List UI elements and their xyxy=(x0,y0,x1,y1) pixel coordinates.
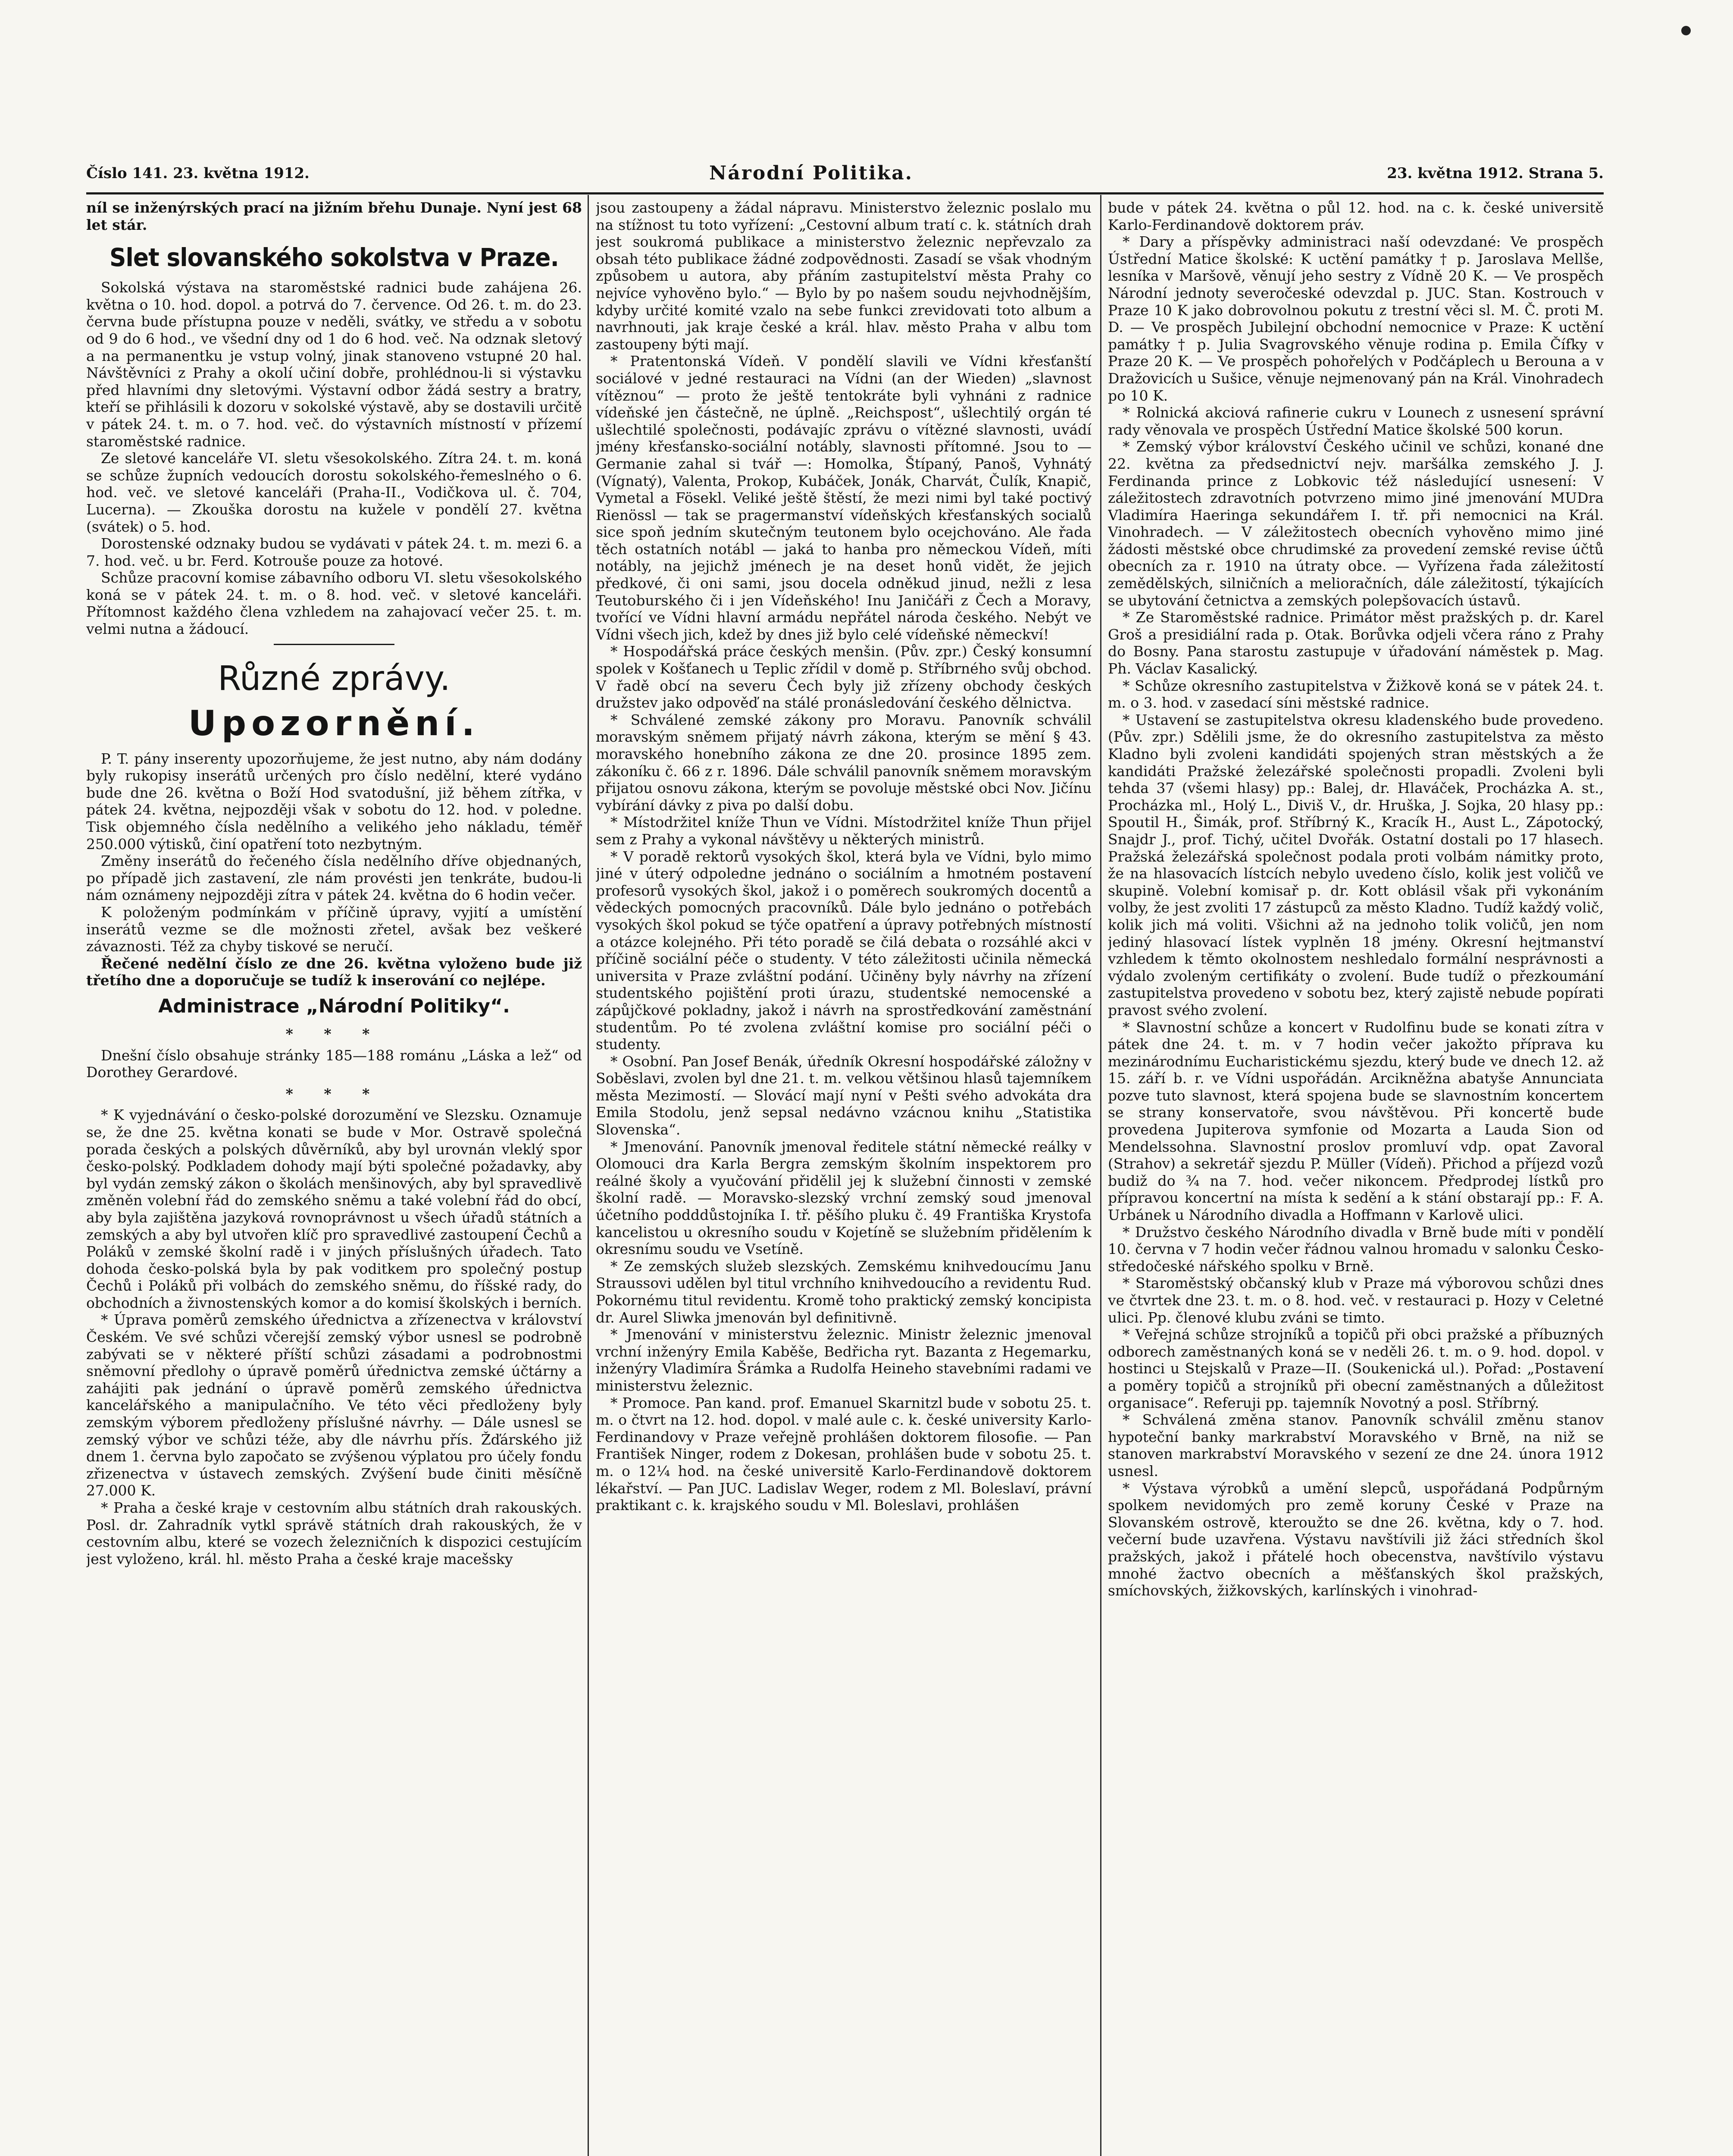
article-paragraph: * Místodržitel kníže Thun ve Vídni. Místodržitel kníže Thun přijel sem z Prahy a vykonal návštěvy u některých ministrů. xyxy=(596,814,1092,848)
notice-paragraph: K položeným podmínkám v příčině úpravy, vyjití a umístění inserátů vezme se dle možnosti zřetel, avšak bez veškeré závaznosti. Též za chyby tiskové se neručí. xyxy=(86,904,582,955)
article-paragraph: * Schválené zemské zákony pro Moravu. Panovník schválil moravským sněmem přijatý návrh zákona, kterým se mění § 43. moravského honebního zákona ze dne 20. prosince 1895 zem. zákoníku č. 66 z r. 1896. Dále schválil panovník sněmem moravským přijatou osnovu zákona, kterým se povoluje městské obci Nov. Jičínu vybírání dávky z piva po další dobu. xyxy=(596,711,1092,814)
article-paragraph: * Slavnostní schůze a koncert v Rudolfinu bude se konati zítra v pátek dne 24. t. m. v 7 hodin večer jakožto příprava ku mezinárodnímu Eucharistickému sjezdu, který bude ve dnech 12. až 15. září b. r. ve Vídni uspořádán. Arcikněžna abatyše Annunciata pozve tuto slavnost, která spojena bude se slavnostním koncertem se strany konservatoře, svou návštěvou. Při koncertě bude provedena Jupiterova symfonie od Mozarta a Lauda Sion od Mendelssohna. Slavnostní proslov promluví vdp. opat Zavoral (Strahov) a sekretář sjezdu P. Müller (Vídeň). Přichod a příjezd vozů budiž do ¾ na 7. hod. večer nikoncem. Předprodej lístků pro přípravou koncertní na místa k sedění a k stání obstarají pp.: F. A. Urbánek u Národního divadla a Hoffmann v Karlově ulici. xyxy=(1108,1018,1604,1224)
article-paragraph: * Hospodářská práce českých menšin. (Pův. zpr.) Český konsumní spolek v Košťanech u Teplic zřídil v domě p. Stříbrného svůj obchod. V řadě obcí na severu Čech byly již zřízeny obchody českých družstev jako odpověď na stálé pronásledování českého dělnictva. xyxy=(596,643,1092,711)
article-paragraph: * Výstava výrobků a umění slepců, uspořádaná Podpůrným spolkem nevidomých pro země koruny České v Praze na Slovanském ostrově, kteroužto se dne 26. května, kdy o 7. hod. večerní bude uzavřena. Výstavu navštívili již žáci středních škol pražských, jakož i přátelé hoch obecenstva, navštívilo výstavu mnohé žactvo obecních a měšťanských škol pražských, smíchovských, žižkovských, karlínských i vinohrad- xyxy=(1108,1479,1604,1599)
article-paragraph: * Osobní. Pan Josef Benák, úředník Okresní hospodářské záložny v Soběslavi, zvolen byl dne 21. t. m. velkou většinou hlasů tajemníkem města Mezimostí. — Slovácí mají nyní v Pešti svého advokáta dra Emila Stodolu, jenž sepsal nedávno vzácnou knihu „Statistika Slovenska“. xyxy=(596,1053,1092,1138)
article-paragraph: * Staroměstský občanský klub v Praze má výborovou schůzi dnes ve čtvrtek dne 23. t. m. o 8. hod. več. v restauraci p. Hozy v Celetné ulici. Pp. členové klubu zváni se timto. xyxy=(1108,1275,1604,1326)
article-paragraph: * Promoce. Pan kand. prof. Emanuel Skarnitzl bude v sobotu 25. t. m. o čtvrt na 12. hod. dopol. v malé aule c. k. české university Karlo-Ferdinandovy v Praze veřejně prohlášen doktorem filosofie. — Pan František Ninger, rodem z Dokesan, prohlášen bude v sobotu 25. t. m. o 12¼ hod. na české universitě Karlo-Ferdinandově doktorem lékařství. — Pan JUC. Ladislav Weger, rodem z Ml. Boleslaví, právní praktikant c. k. krajského soudu v Ml. Boleslavi, prohlášen xyxy=(596,1394,1092,1514)
column-2 xyxy=(596,199,1092,2156)
article-continuation: bude v pátek 24. května o půl 12. hod. na c. k. české universitě Karlo-Ferdinandově doktorem práv. xyxy=(1108,199,1604,233)
article-paragraph: * Veřejná schůze strojníků a topičů při obci pražské a příbuzných odborech zaměstnaných koná se v neděli 26. t. m. o 9. hod. dopol. v hostinci u Stejskalů v Praze—II. (Soukenická ul.). Pořad: „Postavení a poměry topičů a strojníků při obecní zaměstnaných a důležitost organisace“. Referuji pp. tajemník Novotný a posl. Stříbrný. xyxy=(1108,1326,1604,1411)
notice-paragraph: Řečené nedělní číslo ze dne 26. května vyloženo bude již třetího dne a doporučuje se tudíž k inserování co nejlépe. xyxy=(86,955,582,989)
article-paragraph: * Zemský výbor království Českého učinil ve schůzi, konané dne 22. května za předsednictví nejv. maršálka zemského J. J. Ferdinanda prince z Lobkovic též následující usnesení: V záležitostech zdravotních potvrzeno mimo jiné jmenování MUDra Vladimíra Haeringa sekundářem I. tř. při nemocnici na Král. Vinohradech. — V záležitostech obecních vyhověno mimo jiné žádosti městské obce chrudimské za provedení zemské revise účtů obecních za r. 1910 na útraty obce. — Vyřízena řada záležitostí zemědělských, silničních a melioračních, dále záležitostí, týkajících se ubytování četnictva a zemských polepšovacích ústavů. xyxy=(1108,438,1604,609)
article-paragraph: * Ze zemských služeb slezských. Zemskému knihvedoucímu Janu Straussovi udělen byl titul vrchního knihvedoucího a revidentu Rud. Pokornému titul revidentu. Kromě toho praktický zemský koncipista dr. Aurel Sliwka jmenován byl definitivně. xyxy=(596,1257,1092,1326)
article-paragraph: * Ze Staroměstské radnice. Primátor měst pražských p. dr. Karel Groš a presidiální rada p. Otak. Borůvka odjeli včera ráno z Prahy do Bosny. Pana starostu zastupuje v úřadování náměstek p. Mag. Ph. Václav Kasalický. xyxy=(1108,609,1604,677)
scan-speckle xyxy=(1681,26,1691,35)
article-paragraph: * Schůze okresního zastupitelstva v Žižkově koná se v pátek 24. t. m. o 3. hod. v zasedací síni městské radnice. xyxy=(1108,677,1604,711)
article-paragraph: Schůze pracovní komise zábavního odboru VI. sletu všesokolského koná se v pátek 24. t. m. o 8. hod. več. v sletové kanceláři. Přítomnost každého člena vzhledem na zahajovací večer 25. t. m. velmi nutna a žádoucí. xyxy=(86,569,582,638)
column-1 xyxy=(86,199,582,2156)
article-paragraph: * Schválená změna stanov. Panovník schválil změnu stanov hypoteční banky markrabství Moravského v Brně, na niž se stanoven markrabství Moravského v sezení ze dne 24. února 1912 usnesl. xyxy=(1108,1411,1604,1479)
article-paragraph: * Jmenování. Panovník jmenoval ředitele státní německé reálky v Olomouci dra Karla Bergra zemským školním inspektorem pro reálné školy a vyučování přidělil jej k služební činnosti v zemské školní radě. — Moravsko-slezský vrchní zemský soud jmenoval účetního podddůstojníka I. tř. pěšího pluku č. 49 Františka Krystofa kancelistou u okresního soudu v Kojetíně se služebním přidělením k okresnímu soudu ve Vsetíně. xyxy=(596,1138,1092,1258)
column-3 xyxy=(1108,199,1604,2156)
article-headline: Slet slovanského sokolstva v Praze. xyxy=(109,243,559,273)
article-continuation: jsou zastoupeny a žádal nápravu. Ministerstvo železnic poslalo mu na stížnost tu toto vyřízení: „Cestovní album tratí c. k. státních drah jest soukromá publikace a ministerstvo železnic nepřevzalo za obsah této publikace žádné zodpovědnosti. Zasadí se však vhodným způsobem u autora, aby přáním zastupitelství města Prahy co nejvíce vyhověno bylo.“ — Bylo by po našem soudu nejvhodnějším, kdyby určité komité vzalo na sebe funkci zrevidovati toto album a navrhnouti, jak kraje české a král. hlav. město Praha v albu tom zastoupeny býti mají. xyxy=(596,199,1092,353)
article-paragraph: Sokolská výstava na staroměstské radnici bude zahájena 26. května o 10. hod. dopol. a potrvá do 7. července. Od 26. t. m. do 23. června bude přístupna pouze v neděli, svátky, ve středu a v sobotu od 9 do 6 hod., ve všední dny od 1 do 6 hod. več. Na odznak sletový a na permanentku je vstup volný, jinak stanoveno vstupné 20 hal. Návštěvníci z Prahy a okolí učiní dobře, prohlédnou-li si výstavku před hlavními dny sletovými. Výstavní odbor žádá sestry a bratry, kteří se přihlásili k dozoru v sokolské výstavě, aby se dostavili určitě v pátek 24. t. m. o 7. hod. več. do výstavních místností v přízemí staroměstské radnice. xyxy=(86,279,582,450)
article-paragraph: * Družstvo českého Národního divadla v Brně bude míti v pondělí 10. června v 7 hodin večer řádnou valnou hromadu v salonku Česko-středočeské nářského spolku v Brně. xyxy=(1108,1223,1604,1275)
article-paragraph: Ze sletové kanceláře VI. sletu všesokolského. Zítra 24. t. m. koná se schůze župních vedoucích dorostu sokolského-řemeslného o 6. hod. več. ve sletové kanceláři (Praha-II., Vodičkova ul. č. 704, Lucerna). — Zkouška dorostu na kužele v pondělí 27. května (svátek) o 5. hod. xyxy=(86,450,582,535)
header-page-number: 23. května 1912. Strana 5. xyxy=(1387,165,1604,182)
column-divider xyxy=(588,195,589,2156)
article-paragraph: * Pratentonská Vídeň. V pondělí slavili ve Vídni křesťanští sociálové v jedné restauraci na Vídni (an der Wieden) „slavnost vítěznou“ — proto že ještě tentokráte byli vyhnáni z radnice vídeňské jen částečně, ne úplně. „Reichspost“, ušlechtilý orgán té ušlechtilé společnosti, podávajíc zprávu o vítězné slavnosti, uvádí jmény křesťansko-sociální notábly, slavnosti přítomné. Jsou to — Germanie zahal si tvář —: Homolka, Štípaný, Panoš, Vyhnátý (Vígnatý), Valenta, Prokop, Kubáček, Jonák, Charvát, Čulík, Knapič, Vymetal a Fösekl. Veliké ještě štěstí, že mezi nimi byl také poctivý Rienössl — tak se pragermanství vídeňských křesťanských socialů sice spoň jedním skutečným teutonem bylo ocejchováno. Ale řada těch ostatních notábl — jaká to hanba pro německou Vídeň, míti notábly, na jejichž jménech je na deset honů vidět, že jejich předkové, či oni sami, jsou docela odněkud jinud, nežli z lesa Teutoburského či i jen Vídeňského! Inu Janičáři z Čech a Moravy, tvořící ve Vídni hlavní armádu nepřátel národa českého. Nebýt ve Vídni všech jich, kdež by dnes již bylo celé vídeňské německví! xyxy=(596,353,1092,643)
article-paragraph: * Ustavení se zastupitelstva okresu kladenského bude provedeno. (Pův. zpr.) Sdělili jsme, že do okresního zastupitelstva za město Kladno byli zvoleni kandidáti spojených stran městských a že kandidáti Pražské železářské společnosti propadli. Zvoleni byli tehda 37 (všemi hlasy) pp.: Balej, dr. Hlaváček, Procházka A. st., Procházka ml., Holý L., Diviš V., dr. Hruška, J. Sojka, 20 hlasy pp.: Spoutil H., Šimák, prof. Stříbrný K., Kracík H., Aust L., Zápotocký, Snajdr J., prof. Tichý, učitel Dvořák. Ostatní dostali po 17 hlasech. Pražská železářská společnost podala proti volbám námitky proto, že na hlasovacích lístcích nebylo uvedeno číslo, kolik jest voličů ve skupině. Volební komisař p. dr. Kott oblásil však při vykonáním volby, že jest zvoliti 17 zástupců za město Kladno. Tudíž každý volič, kolik jich má voliti. Všichni až na jednoho tolik voličů, jen nom jediný hlasovací lístek vyplněn 18 jmény. Okresní hejtmanství vzhledem k těmto okolnostem neshledalo formální nesprávnosti a výdalo zvoleným certifikáty o zvolení. Bude tudíž o přezkoumání zastupitelstva provedeno v sobotu bez, který zajistě nebude popírati pravost svého zvolení. xyxy=(1108,711,1604,1018)
notice-signature: Administrace „Národní Politiky“. xyxy=(158,995,510,1017)
article-paragraph: * Dary a příspěvky administraci naší odevzdané: Ve prospěch Ústřední Matice školské: K uctění památky † p. Jaroslava Mellše, lesníka v Maršově, věnují jeho sestry z Vídně 20 K. — Ve prospěch Národní jednoty severočeské odevzdal p. JUC. Stan. Kostrouch v Praze 10 K jako dobrovolnou pokutu z trestní věci sl. M. Č. proti M. D. — Ve prospěch Jubilejní obchodní nemocnice v Praze: K uctění památky † p. Julia Svagrovského věnuje rodina p. Emila Čífky v Praze 20 K. — Ve prospěch pohořelých v Podčáplech u Berouna a v Dražovicích u Sušice, věnuje nejmenovaný pán na Král. Vinohradech po 10 K. xyxy=(1108,233,1604,404)
star-separator: * * * xyxy=(285,1085,383,1102)
article-paragraph: * K vyjednávání o česko-polské dorozumění ve Slezsku. Oznamuje se, že dne 25. května konati se bude v Mor. Ostravě společná porada českých a polských důvěrníků, aby byl urovnán vleklý spor česko-polský. Podkladem dohody mají býti společné požadavky, aby byl vydán zemský zákon o školách menšinových, aby byl spravedlivě změněn volební řád do zemského sněmu a také volební řád do obcí, aby byla zajištěna jazyková rovnoprávnost u všech úřadů státních a zemských a aby byl utvořen klíč pro spravedlivé zastoupení Čechů a Poláků v zemské školní radě i v jiných příslušných úřadech. Tato dohoda česko-polská byla by pak voditkem pro společný postup Čechů i Poláků při volbách do zemského sněmu, do říšské rady, do obchodních a živnostenských komor a do komisí školských i berních. xyxy=(86,1106,582,1311)
newspaper-title: Národní Politika. xyxy=(709,162,913,184)
article-paragraph: * V poradě rektorů vysokých škol, která byla ve Vídni, bylo mimo jiné v úterý odpoledne jednáno o sociálním a hmotném postavení profesorů vysokých škol, jakož i o poměrech soukromých docentů a vědeckých pomocných pracovníků. Dále bylo jednáno o potřebách vysokých škol pokud se týče opatření a úpravy potřebných místností a otázce kolejného. Při této poradě se čilá debata o rozsáhlé akci v příčině sociální péče o studenty. V této záležitosti učinila německá universita v Praze zvláštní podání. Učiněny byly návrhy na zřízení studentského pojištění proti úrazu, studentské nemocenské a zápůjčkové pokladny, jakož i návrh na sprostředkování zaměstnání studentům. Po té zvolena zvláštní komise pro sociální péči o studenty. xyxy=(596,848,1092,1053)
notice-paragraph: Změny inserátů do řečeného čísla nedělního dříve objednaných, po případě jich zastavení, zle nám provésti jen tenkráte, budou-li nám oznámeny nejpozději zítra v pátek 24. května do 6 hodin večer. xyxy=(86,852,582,904)
header-rule xyxy=(86,192,1604,194)
article-paragraph: Dorostenské odznaky budou se vydávati v pátek 24. t. m. mezi 6. a 7. hod. več. u br. Ferd. Kotrouše pouze za hotové. xyxy=(86,535,582,569)
header-issue-date: Číslo 141. 23. května 1912. xyxy=(86,165,310,182)
article-continuation: níl se inženýrských prací na jižním břehu Dunaje. Nyní jest 68 let stár. xyxy=(86,199,582,233)
article-paragraph: * Úprava poměrů zemského úřednictva a zřízenectva v království Českém. Ve své schůzi včerejší zemský výbor usnesl se podrobně zabývati se v některé příští schůzi zásadami a podrobnostmi sněmovní předlohy o úpravě poměrů úřednictva zemské účtárny a zahájiti pak jednání o úpravě poměrů zemského úřednictva kancelářského a manipulačního. Ve této věci předloženy byly zemským výborem předloženy příslušné návrhy. — Dále usnesl se zemský výbor ve schůzi téže, aby dle návrhu přís. Žďárského již dnem 1. června bylo započato se zvýšenou výplatou pro účely fondu zřizenectva v ústavech zemských. Zvýšení bude činiti měsíčně 27.000 K. xyxy=(86,1311,582,1499)
article-paragraph: * Jmenování v ministerstvu železnic. Ministr železnic jmenoval vrchní inženýry Emila Kaběše, Bedřicha ryt. Bazanta z Hegemarku, inženýry Vladimíra Šrámka a Rudolfa Heineho stavebními radami ve ministerstvu železnic. xyxy=(596,1326,1092,1394)
notice-heading: Upozornění. xyxy=(188,703,480,743)
article-paragraph: Dnešní číslo obsahuje stránky 185—188 románu „Láska a lež“ od Dorothey Gerardové. xyxy=(86,1047,582,1081)
star-separator: * * * xyxy=(285,1025,383,1042)
notice-paragraph: P. T. pány inserenty upozorňujeme, že jest nutno, aby nám dodány byly rukopisy inserátů určených pro číslo nedělní, které vydáno bude dne 26. května o Boží Hod svatodušní, již během zítřka, v pátek 24. května, nejpozději však v sobotu do 12. hod. v poledne. Tisk objemného čísla nedělního a velikého jeho nákladu, téměř 250.000 výtisků, činí opatření toto nezbytným. xyxy=(86,750,582,852)
section-divider xyxy=(274,644,394,645)
column-divider xyxy=(1100,195,1101,2156)
article-paragraph: * Rolnická akciová rafinerie cukru v Lounech z usnesení správní rady věnovala ve prospěch Ústřední Matice školské 500 korun. xyxy=(1108,404,1604,438)
article-paragraph: * Praha a české kraje v cestovním albu státních drah rakouských. Posl. dr. Zahradník vytkl správě státních drah rakouských, že v cestovním albu, které se vozech železničních k dispozici cestujícím jest vyloženo, král. hl. město Praha a české kraje macešsky xyxy=(86,1499,582,1567)
section-heading: Různé zprávy. xyxy=(218,659,450,698)
